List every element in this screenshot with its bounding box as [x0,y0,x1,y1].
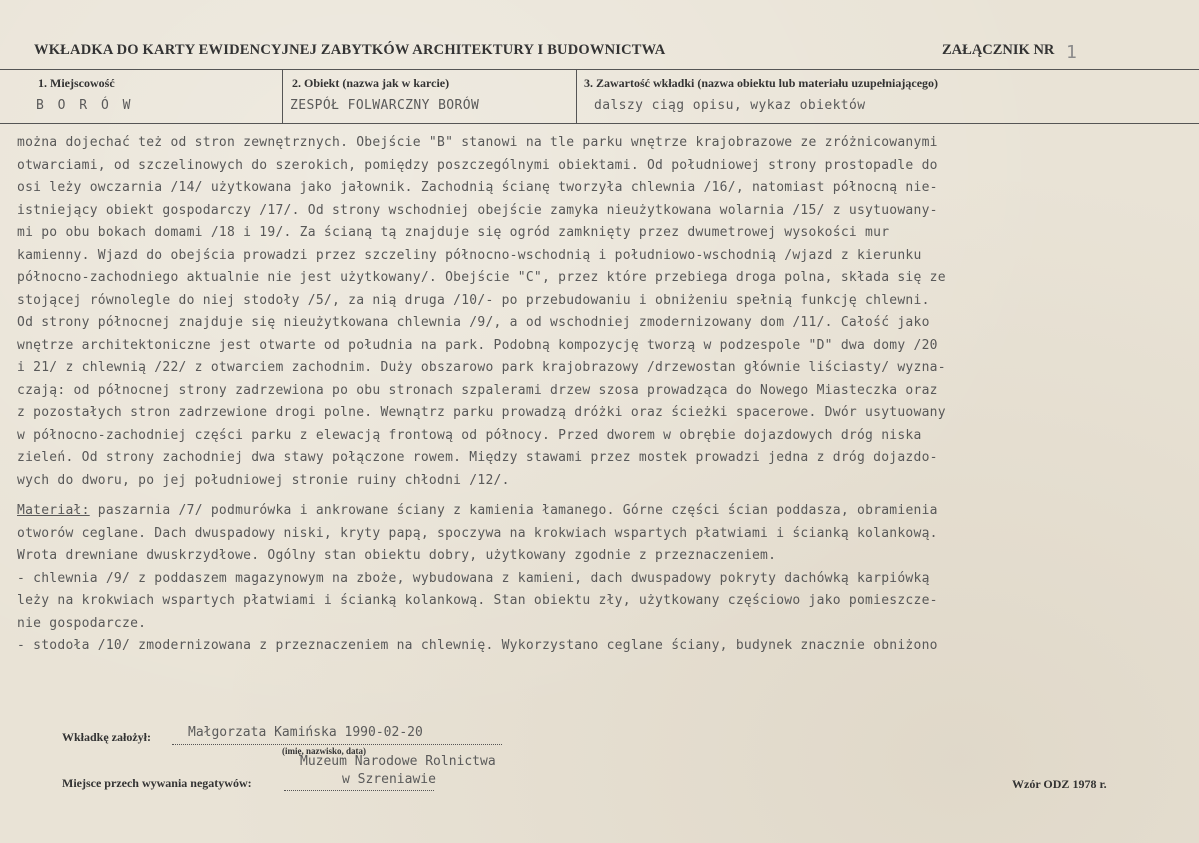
body-line: otworów ceglane. Dach dwuspadowy niski, kryty papą, spoczywa na krokwiach wspartych płatwiami i ścianką kolankową. [17,525,938,541]
document-title: WKŁADKA DO KARTY EWIDENCYJNEJ ZABYTKÓW ARCHITEKTURY I BUDOWNICTWA [34,42,666,58]
field-locality-label: 1. Miejscowość [38,76,115,90]
annex-label: ZAŁĄCZNIK NR [942,42,1055,58]
body-line: wych do dworu, po jej południowej stronie ruiny chłodni /12/. [17,472,510,488]
body-line: mi po obu bokach domami /18 i 19/. Za ścianą tą znajduje się ogród zamknięty przez dwumetrowej wysokości mur [17,225,890,240]
form-model-label: Wzór ODZ 1978 r. [1012,777,1107,791]
body-line: kamienny. Wjazd do obejścia prowadzi przez szczeliny północno-wschodnią i południowo-wschodnią /wjazd z kierunku [17,247,922,263]
body-line: i 21/ z chlewnią /22/ z otwarciem zachodnim. Duży obszarowo park krajobrazowy /drzewostan głównie liściasty/ wyzna- [17,360,946,375]
body-line: leży na krokwiach wspartych płatwiami i ścianką kolankową. Stan obiektu zły, użytkowany częściowo jako pomieszcze- [17,593,938,608]
field-contents-label: 3. Zawartość wkładki (nazwa obiektu lub materiału uzupełniającego) [584,76,939,90]
body-line: stojącej równolegle do niej stodoły /5/, za nią druga /10/- po przebudowaniu i obniżeniu spełnią funkcję chlewni. [17,292,930,308]
header-rule-top [0,69,1199,70]
body-line: nie gospodarcze. [17,615,147,631]
body-line: można dojechać też od stron zewnętrznych. Obejście "B" stanowi na tle parku wnętrze krajobrazowe ze zróżnicowanymi [17,135,938,150]
body-line: w północno-zachodniej części parku z elewacją frontową od północy. Przed dworem w obrębie dojazdowych dróg niska [17,427,922,443]
material-line [17,500,1199,523]
body-line: istniejący obiekt gospodarczy /17/. Od strony wschodniej obejście zamyka nieużytkowana wolarnia /15/ z usytuowany- [17,202,938,218]
institution-stamp: Muzeum Narodowe Rolnictwa [300,754,496,769]
field-divider-2 [576,69,577,124]
body-line: Wrota drewniane dwuskrzydłowe. Ogólny stan obiektu dobry, użytkowany zgodnie z przeznaczeniem. [17,548,777,563]
body-line: - chlewnia /9/ z poddaszem magazynowym na zboże, wybudowana z kamieni, dach dwuspadowy pokryty dachówką karpiówką [17,570,930,586]
field-locality-value: B O R Ó W [36,98,134,113]
negative-storage-dotted-line [284,790,434,791]
body-line: - stodoła /10/ zmodernizowana z przeznaczeniem na chlewnię. Wykorzystano ceglane ściany, budynek znacznie obniżono [17,638,938,653]
negative-storage-label: Miejsce przech wywania negatywów: [62,776,252,790]
field-object-label: 2. Obiekt (nazwa jak w karcie) [292,76,450,90]
body-line: z pozostałych stron zadrzewione drogi polne. Wewnątrz parku prowadzą dróżki oraz ścieżki spacerowe. Dwór usytuowany [17,405,946,420]
body-line: wnętrze architektoniczne jest otwarte od południa na park. Podobną kompozycję tworzą w podzespole "D" dwa domy /20 [17,337,938,353]
field-divider-1 [282,69,283,124]
paragraph-gap [17,492,1199,500]
prepared-by-dotted-line [172,744,502,745]
body-line: otwarciami, od szczelinowych do szerokich, pomiędzy poszczególnymi obiektami. Od południowej strony prostopadle do [17,157,938,173]
negative-storage-value: w Szreniawie [342,772,436,787]
field-contents-value: dalszy ciąg opisu, wykaz obiektów [594,98,866,113]
body-line: północno-zachodniego aktualnie nie jest użytkowany/. Obejście "C", przez które przebiega droga polna, składa się ze [17,270,946,285]
prepared-by-label: Wkładkę założył: [62,730,151,744]
prepared-by-caption: (imię, nazwisko, data) [282,746,366,756]
description-body [17,132,1199,722]
body-line: Od strony północnej znajduje się nieużytkowana chlewnia /9/, a od wschodniej zmodernizowany dom /11/. Całość jako [17,315,930,330]
body-line: osi leży owczarnia /14/ użytkowana jako jałownik. Zachodnią ścianę tworzyła chlewnia /16/, natomiast północną nie- [17,180,938,195]
material-label: Materiał: [17,503,90,518]
field-object-value: ZESPÓŁ FOLWARCZNY BORÓW [290,98,480,113]
prepared-by-value: Małgorzata Kamińska 1990-02-20 [188,725,423,740]
header-rule-bottom [0,123,1199,124]
annex-number: 1 [1066,42,1077,63]
body-line: zieleń. Od strony zachodniej dwa stawy połączone rowem. Między stawami przez mostek prowadzi jedna z dróg dojazdo- [17,450,938,465]
body-line: czają: od północnej strony zadrzewiona po obu stronach szpalerami drzew szosa prowadząca do Nowego Miasteczka oraz [17,382,938,398]
material-text: paszarnia /7/ podmurówka i ankrowane ściany z kamienia łamanego. Górne części ścian poddasza, obramienia [89,503,938,518]
